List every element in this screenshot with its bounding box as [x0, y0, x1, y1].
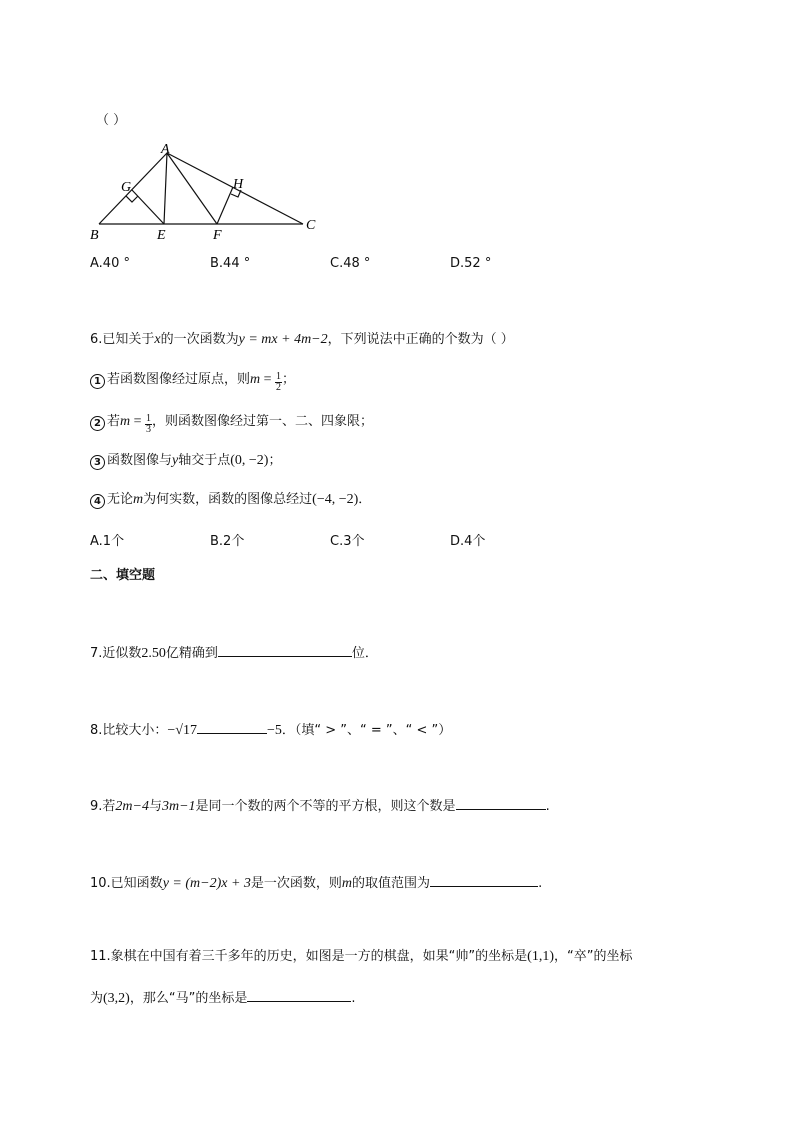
q9: 9.若2m−4与3m−1是同一个数的两个不等的平方根，则这个数是 . — [90, 795, 550, 816]
segment-AE — [164, 153, 167, 224]
q6-option-a: A.1个 — [90, 534, 125, 549]
circled-number-3: 3 — [90, 455, 105, 470]
q5-option-c: C.48 ° — [330, 256, 371, 271]
label-H: H — [233, 177, 244, 192]
label-B: B — [90, 228, 99, 243]
q6-option-c: C.3个 — [330, 534, 365, 549]
q11-line-2: 为(3,2)，那么“马”的坐标是 . — [90, 987, 355, 1008]
triangle-figure — [85, 143, 325, 243]
side-AB — [99, 153, 167, 224]
label-E: E — [157, 228, 166, 243]
q6-option-d: D.4个 — [450, 534, 486, 549]
segment-AF — [167, 153, 217, 224]
q11-answer-blank[interactable] — [247, 987, 351, 1002]
q5-option-a: A.40 ° — [90, 256, 130, 271]
circled-number-2: 2 — [90, 416, 105, 431]
fraction-one-half: $\frac{1}{2}$ — [276, 371, 282, 393]
q8: 8.比较大小：−√17 −5．（填“ > ”、“ = ”、“ < ”） — [90, 719, 451, 740]
q10: 10.已知函数y = (m−2)x + 3是一次函数，则m的取值范围为 . — [90, 872, 542, 893]
circled-number-4: 4 — [90, 494, 105, 509]
circled-number-1: 1 — [90, 374, 105, 389]
q9-answer-blank[interactable] — [456, 795, 546, 810]
label-A: A — [161, 143, 170, 157]
q6-statement-2: 2 若m = $\frac{1}{3}$ ，则函数图像经过第一、二、四象限； — [90, 413, 373, 435]
q10-answer-blank[interactable] — [430, 872, 538, 887]
q6-option-b: B.2个 — [210, 534, 245, 549]
q5-option-d: D.52 ° — [450, 256, 492, 271]
q6-statement-4: 4 无论m为何实数，函数的图像总经过(−4, −2)． — [90, 491, 371, 509]
q6-stem: 6.已知关于x的一次函数为y = mx + 4m−2，下列说法中正确的个数为（ ） — [90, 332, 514, 347]
q7: 7.近似数2.50亿精确到 位． — [90, 642, 378, 663]
q8-answer-blank[interactable] — [197, 719, 267, 734]
q6-statement-1: 1 若函数图像经过原点，则m = $\frac{1}{2}$ ； — [90, 371, 295, 393]
answer-paren: （ ） — [96, 113, 127, 128]
q5-option-b: B.44 ° — [210, 256, 251, 271]
q11-line-1: 11.象棋在中国有着三千多年的历史，如图是一方的棋盘，如果“帅”的坐标是(1,1)，“卒”的坐标 — [90, 949, 633, 964]
label-G: G — [121, 180, 132, 195]
section-heading: 二、填空题 — [90, 568, 156, 583]
right-angle-G — [126, 196, 138, 202]
segment-EG — [132, 190, 164, 224]
fraction-one-third: $\frac{1}{3}$ — [146, 413, 152, 435]
label-F: F — [213, 228, 222, 243]
q7-answer-blank[interactable] — [218, 642, 352, 657]
label-C: C — [306, 218, 316, 233]
q6-statement-3: 3 函数图像与y轴交于点(0, −2)； — [90, 452, 282, 470]
segment-FH — [217, 187, 233, 224]
